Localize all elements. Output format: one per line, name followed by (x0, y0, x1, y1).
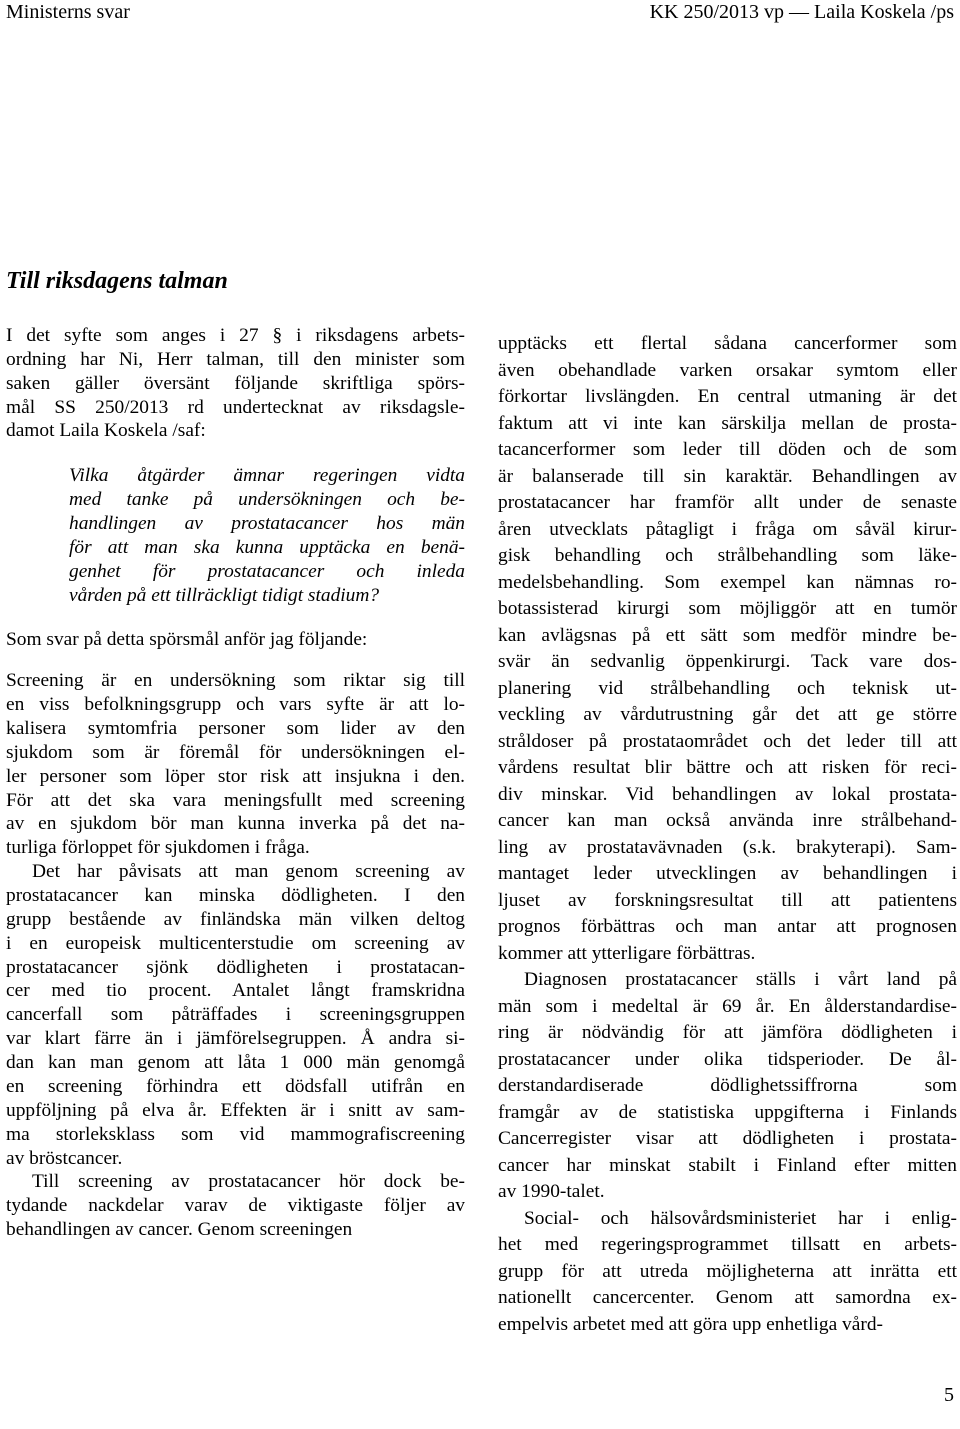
text-line: åren utvecklats påtagligt i fråga om såväl kirur- (498, 518, 957, 540)
text-line: är balanserade till sin karaktär. Behandlingen av (498, 465, 957, 487)
text-line: ring är nödvändig för att jämföra dödligheten i (498, 1022, 957, 1043)
text-line: ordning har Ni, Herr talman, till den minister som (6, 348, 465, 370)
text-line: prostatacancer under olika tidsperioder. De ål- (498, 1048, 957, 1070)
left-column (6, 324, 465, 1242)
text-line: mål SS 250/2013 rd undertecknat av riksdagsle- (6, 396, 465, 418)
text-line: cer med tio procent. Antalet långt framskridna (6, 980, 465, 1002)
text-line: grupp för att utreda möjligheterna att inrätta ett (498, 1260, 957, 1282)
text-line: prognos förbättras och man antar att prognosen (498, 916, 957, 937)
text-line: gisk behandling och strålbehandling som läke- (498, 545, 957, 566)
text-line: tacancerformer som leder till döden och de som (498, 439, 957, 460)
text-line: vården på ett tillräckligt tidigt stadium? (69, 584, 380, 606)
text-line: kalisera symtomfria personer som lider av den (6, 718, 465, 740)
text-line: het med regeringsprogrammet tillsatt en arbets- (498, 1234, 957, 1255)
text-line: även obehandlade varken orsakar symtom eller (498, 359, 957, 381)
text-line: sjukdom som är föremål för undersökningen el- (6, 741, 465, 763)
running-header-right: KK 250/2013 vp — Laila Koskela /ps (649, 1, 954, 23)
text-line: Cancerregister visar att dödligheten i prostata- (498, 1128, 957, 1149)
text-line: en viss befolkningsgrupp och vars syfte är att lo- (6, 694, 465, 716)
text-line: en screening förhindra ett dödsfall utifrån en (6, 1075, 465, 1097)
text-line: planering vid strålbehandling och teknisk ut- (498, 677, 957, 699)
text-line: Det har påvisats att man genom screening av (32, 861, 465, 883)
text-line: män som i medeltal är 69 år. En ålderstandardise- (498, 995, 957, 1017)
page-title: Till riksdagens talman (6, 268, 228, 294)
text-line: kan avlägsnas på ett sätt som medför mindre be- (498, 624, 957, 646)
text-line: var klart färre än i jämförelsegruppen. Å andra si- (6, 1028, 465, 1050)
text-line: för att man ska kunna upptäcka en benä- (69, 536, 465, 558)
text-line: För att det ska vara meningsfullt med screening (6, 789, 465, 811)
paragraph-p1 (6, 324, 465, 443)
text-line: div minskar. Vid behandlingen av lokal prostata- (498, 783, 957, 805)
text-line: i en europeisk multicenterstudie om screening av (6, 932, 465, 954)
text-line: cancer kan man också använda inre strålbehand- (498, 810, 957, 831)
text-line: prostatacancer kan minska dödligheten. I den (6, 885, 465, 907)
text-line: Social- och hälsovårdsministeriet har i enlig- (524, 1207, 957, 1229)
text-line: av bröstcancer. (6, 1147, 123, 1169)
text-line: faktum att vi inte kan särskilja mellan de prosta- (498, 412, 957, 434)
text-line: saken gäller översänt följande skriftliga spörs- (6, 372, 465, 394)
right-column (498, 331, 957, 1338)
text-line: uppföljning på elva år. Effekten är i snitt av sam- (6, 1099, 465, 1121)
text-line: ljuset av forskningsresultat till att patientens (498, 889, 957, 911)
paragraph-r1 (498, 331, 957, 967)
text-line: med tanke på undersökningen och be- (69, 489, 465, 511)
text-line: cancerfall som påträffades i screeningsgruppen (6, 1004, 465, 1026)
text-line: veckling av vårdutrustning går det att ge större (498, 704, 957, 725)
text-line: cancer har minskat stabilt i Finland efter mitten (498, 1154, 957, 1176)
text-line: Screening är en undersökning som riktar sig till (6, 670, 465, 692)
text-line: nationellt cancercenter. Genom att samordna ex- (498, 1287, 957, 1308)
paragraph-p2 (6, 628, 465, 652)
text-line: framgår av de statistiska uppgifterna i Finlands (498, 1101, 957, 1123)
text-line: mantaget leder utvecklingen av behandlingen i (498, 863, 957, 884)
page-number: 5 (944, 1384, 954, 1406)
text-line: tydande nackdelar varav de viktigaste följer av (6, 1195, 465, 1217)
paragraph-p4 (6, 860, 465, 1170)
paragraph-p5 (6, 1170, 465, 1242)
text-line: vårdens resultat blir bättre och att risken för reci- (498, 757, 957, 778)
text-line: prostatacancer har framför allt under de senaste (498, 492, 957, 513)
text-line: dan kan man genom att låta 1 000 män genomgå (6, 1052, 465, 1074)
text-line: damot Laila Koskela /saf: (6, 420, 206, 442)
text-line: Som svar på detta spörsmål anför jag följande: (6, 629, 368, 651)
text-line: I det syfte som anges i 27 § i riksdagens arbets- (6, 325, 465, 346)
paragraph-question (69, 464, 465, 607)
text-line: av 1990-talet. (498, 1181, 605, 1202)
text-line: ling av prostatavävnaden (s.k. brakyterapi). Sam- (498, 836, 957, 858)
text-line: svär än sedvanlig öppenkirurgi. Tack vare dos- (498, 651, 957, 672)
text-line: medelsbehandling. Som exempel kan nämnas ro- (498, 571, 957, 593)
text-line: prostatacancer sjönk dödligheten i prostatacan- (6, 956, 465, 978)
text-line: Vilka åtgärder ämnar regeringen vidta (69, 465, 465, 487)
text-line: behandlingen av cancer. Genom screeningen (6, 1219, 353, 1241)
text-line: empelvis arbetet med att göra upp enhetliga vård- (498, 1313, 883, 1335)
paragraph-r2 (498, 967, 957, 1206)
text-line: ma storleksklass som vid mammografiscreening (6, 1123, 465, 1145)
text-line: grupp bestående av finländska män vilken deltog (6, 908, 465, 930)
text-line: botassisterad kirurgi som möjliggör att en tumör (498, 598, 957, 619)
text-line: genhet för prostatacancer och inleda (69, 560, 465, 582)
text-line: kommer att ytterligare förbättras. (498, 942, 756, 964)
paragraph-p3 (6, 669, 465, 860)
text-line: ler personer som löper stor risk att insjukna i den. (6, 765, 465, 787)
text-line: förkortar livslängden. En central utmaning är det (498, 386, 957, 407)
text-line: handlingen av prostatacancer hos män (69, 513, 465, 535)
text-line: derstandardiserade dödlighetssiffrorna som (498, 1075, 957, 1096)
text-line: stråldoser på prostataområdet och det leder till att (498, 730, 957, 752)
text-line: upptäcks ett flertal sådana cancerformer som (498, 333, 957, 354)
running-header-left: Ministerns svar (6, 1, 130, 23)
text-line: turliga förloppet för sjukdomen i fråga. (6, 837, 310, 859)
text-line: Till screening av prostatacancer hör dock be- (32, 1171, 465, 1193)
text-line: Diagnosen prostatacancer ställs i vårt land på (524, 969, 957, 990)
paragraph-r3 (498, 1206, 957, 1339)
text-line: av en sjukdom bör man kunna inverka på det na- (6, 813, 465, 835)
